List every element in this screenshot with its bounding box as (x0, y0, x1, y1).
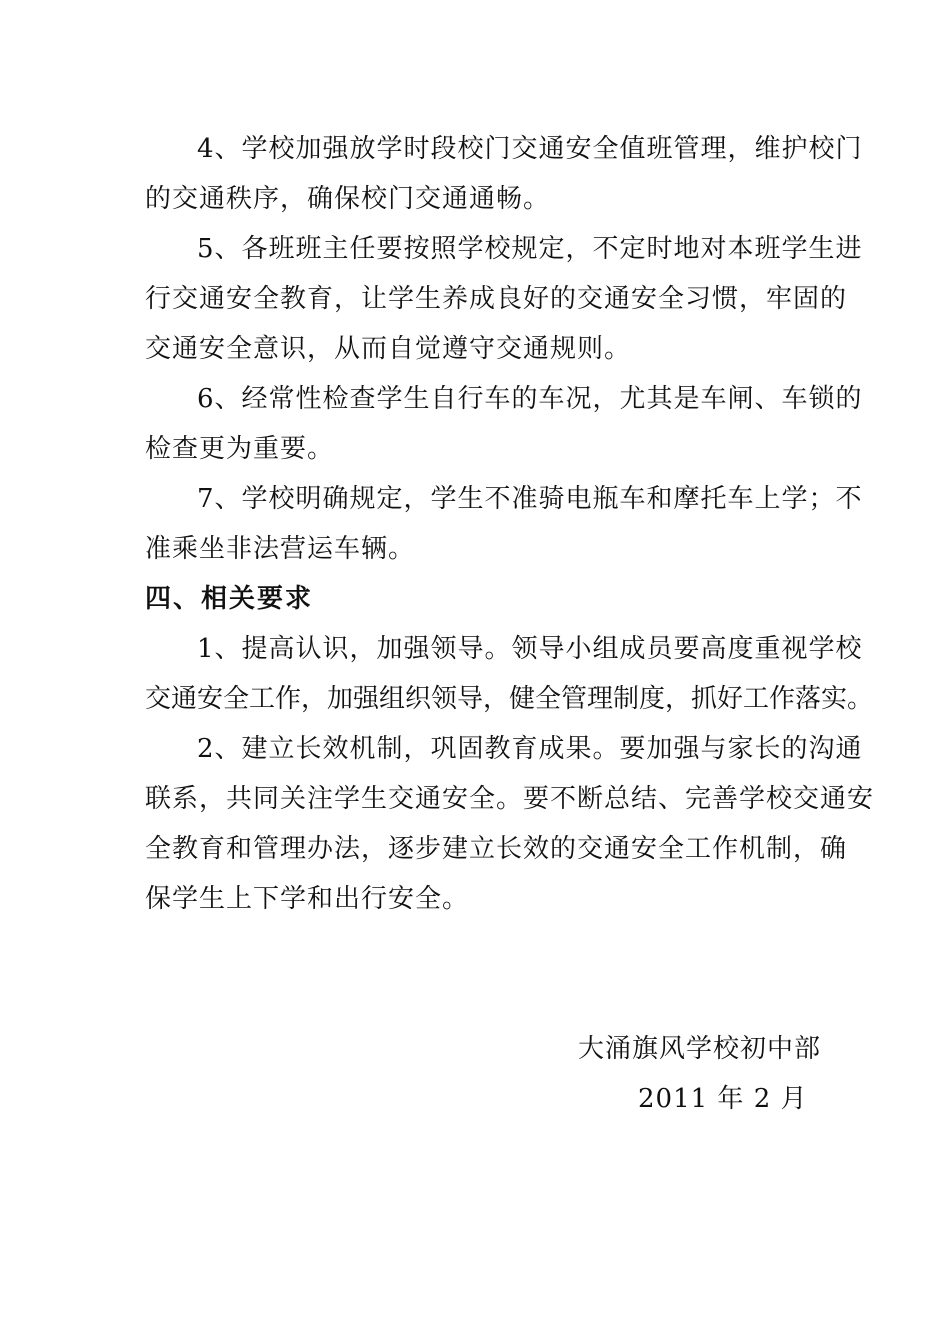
paragraph-4-line-2: 的交通秩序，确保校门交通通畅。 (145, 184, 551, 214)
paragraph-7-line-1: 7、学校明确规定，学生不准骑电瓶车和摩托车上学；不 (197, 484, 863, 514)
requirement-2-line-1: 2、建立长效机制，巩固教育成果。要加强与家长的沟通 (197, 734, 863, 764)
requirement-1-line-1: 1、提高认识，加强领导。领导小组成员要高度重视学校 (197, 634, 863, 664)
paragraph-5-line-2: 行交通安全教育，让学生养成良好的交通安全习惯，牢固的 (145, 284, 848, 314)
paragraph-7-line-2: 准乘坐非法营运车辆。 (145, 534, 416, 564)
paragraph-5-line-1: 5、各班班主任要按照学校规定，不定时地对本班学生进 (197, 234, 863, 264)
requirement-2-line-4: 保学生上下学和出行安全。 (145, 884, 470, 914)
section-heading: 四、相关要求 (145, 584, 314, 614)
signature-organization: 大涌旗风学校初中部 (578, 1034, 822, 1064)
requirement-1-line-2: 交通安全工作，加强组织领导，健全管理制度，抓好工作落实。 (145, 684, 874, 714)
requirement-2-line-2: 联系，共同关注学生交通安全。要不断总结、完善学校交通安 (145, 784, 875, 814)
paragraph-4-line-1: 4、学校加强放学时段校门交通安全值班管理，维护校门 (197, 134, 863, 164)
paragraph-6-line-2: 检查更为重要。 (145, 434, 335, 464)
paragraph-6-line-1: 6、经常性检查学生自行车的车况，尤其是车闸、车锁的 (197, 384, 863, 414)
requirement-2-line-3: 全教育和管理办法，逐步建立长效的交通安全工作机制，确 (145, 834, 848, 864)
signature-date: 2011 年 2 月 (638, 1084, 808, 1114)
paragraph-5-line-3: 交通安全意识，从而自觉遵守交通规则。 (145, 334, 632, 364)
